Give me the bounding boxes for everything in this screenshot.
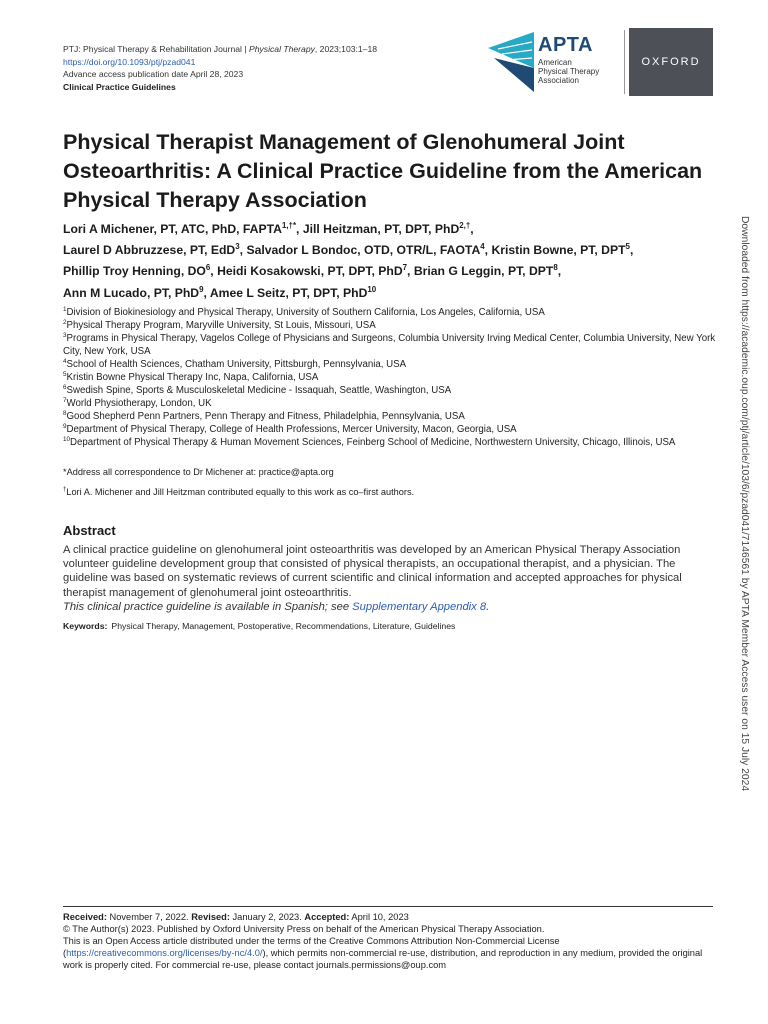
affiliation-text: Kristin Bowne Physical Therapy Inc, Napa, California, USA bbox=[66, 372, 319, 383]
citation-separator: | bbox=[241, 44, 249, 54]
affiliation-marker: 7 bbox=[402, 263, 408, 273]
author-name: Brian G Leggin, PT, DPT bbox=[413, 264, 554, 279]
received-date: November 7, 2022. bbox=[106, 912, 192, 922]
accepted-date: April 10, 2023 bbox=[349, 912, 409, 922]
affiliation-number: 9 bbox=[63, 422, 67, 430]
author-separator: , bbox=[557, 264, 562, 279]
affiliation-number: 8 bbox=[63, 409, 67, 417]
affiliation-text: World Physiotherapy, London, UK bbox=[66, 398, 212, 409]
affiliation-number: 2 bbox=[63, 318, 67, 326]
revised-date: January 2, 2023. bbox=[229, 912, 305, 922]
affiliation-text: Good Shepherd Penn Partners, Penn Therapy and Fitness, Philadelphia, Pennsylvania, USA bbox=[66, 411, 465, 422]
author-name: Kristin Bowne, PT, DPT bbox=[491, 243, 626, 258]
journal-header bbox=[63, 43, 377, 94]
affiliation-number: 10 bbox=[63, 435, 71, 443]
author-name: Phillip Troy Henning, DO bbox=[63, 264, 206, 279]
author-line bbox=[63, 240, 723, 261]
abstract-text: A clinical practice guideline on glenohumeral joint osteoarthritis was developed by an American Physical Therapy Association volunteer guideline development group that consisted of physical therapists, an occupational therapist, and a physician. The guideline was based on systematic reviews of current scientific and clinical information and accepted approaches for physical therapist management of glenohumeral joint osteoarthritis. bbox=[63, 544, 682, 599]
publisher-logos bbox=[488, 28, 713, 96]
article-footer bbox=[63, 911, 713, 971]
author-separator: , bbox=[203, 285, 210, 300]
affiliation-item bbox=[63, 410, 718, 423]
apta-sub-line: Association bbox=[538, 76, 579, 85]
supplementary-appendix-link[interactable]: Supplementary Appendix 8 bbox=[352, 600, 487, 613]
keywords-label: Keywords: bbox=[63, 621, 108, 631]
affiliation-item bbox=[63, 332, 718, 358]
affiliation-number: 7 bbox=[63, 396, 67, 404]
affiliation-item bbox=[63, 358, 718, 371]
affiliation-item bbox=[63, 371, 718, 384]
author-name: Amee L Seitz, PT, DPT, PhD bbox=[209, 285, 368, 300]
cofirst-note bbox=[63, 486, 718, 498]
affiliation-marker: 4 bbox=[480, 242, 485, 252]
citation-volume: , 2023;103:1–18 bbox=[314, 44, 378, 54]
abstract-body bbox=[63, 543, 718, 614]
license-suffix: ), which permits non-commercial re-use, distribution, and reproduction in any medium, provided the original work is properly cited. For commercial re-use, please contact journals.permissions@oup.com bbox=[63, 948, 703, 970]
license-prefix: This is an Open Access article distributed under the terms of the Creative Commons Attribution Non-Commercial License ( bbox=[63, 936, 560, 958]
journal-name: PTJ: Physical Therapy & Rehabilitation Journal bbox=[63, 44, 242, 54]
keywords-text: Physical Therapy, Management, Postoperative, Recommendations, Literature, Guidelines bbox=[111, 621, 456, 631]
affiliation-text: Physical Therapy Program, Maryville University, St Louis, Missouri, USA bbox=[66, 320, 376, 331]
citation-journal: Physical Therapy bbox=[248, 44, 315, 54]
apta-wordmark: APTA bbox=[538, 34, 593, 56]
author-name: Jill Heitzman, PT, DPT, PhD bbox=[302, 222, 460, 236]
affiliation-number: 1 bbox=[63, 305, 67, 313]
abstract-heading: Abstract bbox=[63, 523, 116, 538]
cofirst-text: Lori A. Michener and Jill Heitzman contributed equally to this work as co–first authors. bbox=[66, 487, 415, 497]
affiliation-number: 4 bbox=[63, 357, 67, 365]
author-name: Heidi Kosakowski, PT, DPT, PhD bbox=[217, 264, 403, 279]
doi-link[interactable]: https://doi.org/10.1093/ptj/pzad041 bbox=[63, 56, 196, 67]
section-label: Clinical Practice Guidelines bbox=[63, 82, 176, 93]
affiliation-number: 5 bbox=[63, 370, 67, 378]
cofirst-mark: † bbox=[63, 486, 67, 493]
affiliation-list bbox=[63, 306, 718, 449]
revised-label: Revised: bbox=[191, 912, 230, 922]
author-notes bbox=[63, 466, 718, 498]
dates-line bbox=[63, 911, 713, 923]
accepted-label: Accepted: bbox=[304, 912, 350, 922]
spanish-note-text: This clinical practice guideline is available in Spanish; see bbox=[63, 600, 353, 613]
affiliation-item bbox=[63, 384, 718, 397]
author-separator: , bbox=[239, 243, 247, 258]
author-separator: , bbox=[484, 243, 492, 258]
affiliation-marker: 2,† bbox=[459, 220, 471, 230]
copyright-line: © The Author(s) 2023. Published by Oxford University Press on behalf of the American Physical Therapy Association. bbox=[63, 924, 545, 934]
spanish-note bbox=[63, 600, 718, 614]
apta-subtitle bbox=[538, 58, 599, 85]
affiliation-item bbox=[63, 423, 718, 436]
author-name: Lori A Michener, PT, ATC, PhD, FAPTA bbox=[63, 222, 282, 236]
affiliation-text: Division of Biokinesiology and Physical Therapy, University of Southern California, Los Angeles, California, USA bbox=[66, 307, 545, 318]
logo-divider bbox=[624, 30, 625, 94]
advance-access-date: Advance access publication date April 28, 2023 bbox=[63, 69, 244, 80]
footer-rule bbox=[63, 906, 713, 907]
affiliation-marker: 10 bbox=[367, 284, 377, 294]
author-list bbox=[63, 219, 723, 304]
received-label: Received: bbox=[63, 912, 107, 922]
affiliation-item bbox=[63, 436, 718, 449]
affiliation-number: 6 bbox=[63, 383, 67, 391]
affiliation-marker: 9 bbox=[199, 284, 204, 294]
citation-line bbox=[63, 43, 377, 56]
affiliation-marker: 6 bbox=[205, 263, 211, 273]
apta-mark-icon bbox=[488, 28, 536, 96]
affiliation-text: School of Health Sciences, Chatham University, Pittsburgh, Pennsylvania, USA bbox=[66, 359, 407, 370]
author-line bbox=[63, 219, 723, 240]
affiliation-text: Department of Physical Therapy & Human Movement Sciences, Feinberg School of Medicine, Northwestern University, Chicago, Illinois, USA bbox=[70, 437, 676, 448]
author-separator: , bbox=[296, 222, 303, 236]
author-line bbox=[63, 283, 723, 304]
affiliation-marker: 3 bbox=[235, 242, 240, 252]
affiliation-marker: 1,†* bbox=[281, 220, 297, 230]
author-separator: , bbox=[407, 264, 414, 279]
article-title: Physical Therapist Management of Glenohumeral Joint Osteoarthritis: A Clinical Practice Guideline from the American Physical Therapy Association bbox=[63, 130, 703, 212]
oxford-logo[interactable]: OXFORD bbox=[629, 28, 713, 96]
affiliation-text: Department of Physical Therapy, College of Health Professions, Mercer University, Macon, Georgia, USA bbox=[66, 424, 517, 435]
affiliation-text: Programs in Physical Therapy, Vagelos College of Physicians and Surgeons, Columbia University Irving Medical Center, Columbia University, New York City, New York, USA bbox=[63, 333, 716, 357]
apta-sub-line: Physical Therapy bbox=[538, 67, 600, 76]
author-separator: , bbox=[210, 264, 218, 279]
author-separator: , bbox=[470, 222, 474, 236]
author-line bbox=[63, 261, 723, 282]
affiliation-marker: 5 bbox=[625, 242, 630, 252]
download-note: Downloaded from https://academic.oup.com/ptj/article/103/6/pzad041/7146561 by APTA Member Access user on 15 July 2024 bbox=[739, 216, 750, 792]
affiliation-text: Swedish Spine, Sports & Musculoskeletal Medicine - Issaquah, Seattle, Washington, USA bbox=[66, 385, 452, 396]
author-name: Laurel D Abbruzzese, PT, EdD bbox=[63, 243, 236, 258]
license-link[interactable]: https://creativecommons.org/licenses/by-nc/4.0/ bbox=[66, 948, 263, 958]
affiliation-item bbox=[63, 319, 718, 332]
apta-sub-line: American bbox=[538, 58, 572, 67]
author-separator: , bbox=[629, 243, 634, 258]
affiliation-number: 3 bbox=[63, 331, 67, 339]
affiliation-item bbox=[63, 397, 718, 410]
affiliation-marker: 8 bbox=[553, 263, 558, 273]
spanish-note-suffix: . bbox=[486, 600, 490, 613]
apta-logo[interactable] bbox=[488, 28, 628, 96]
keywords bbox=[63, 621, 718, 631]
license-text bbox=[63, 935, 713, 971]
author-name: Salvador L Bondoc, OTD, OTR/L, FAOTA bbox=[246, 243, 481, 258]
author-name: Ann M Lucado, PT, PhD bbox=[63, 285, 200, 300]
correspondence-note: *Address all correspondence to Dr Michener at: practice@apta.org bbox=[63, 467, 334, 477]
affiliation-item bbox=[63, 306, 718, 319]
